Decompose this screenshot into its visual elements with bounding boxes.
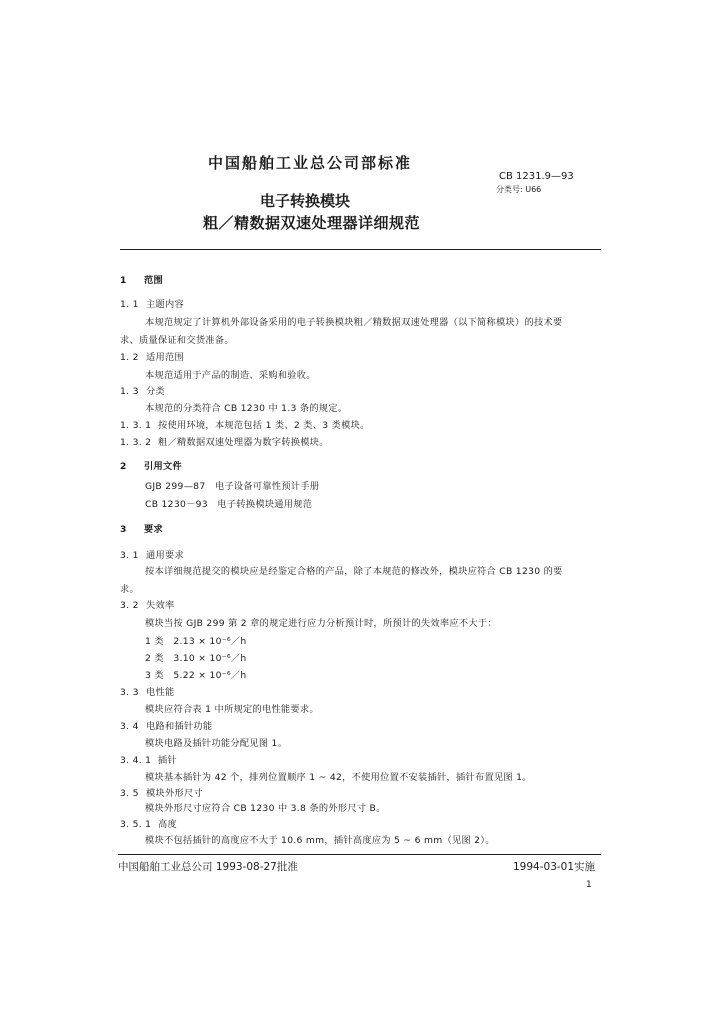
clause-number: 1 bbox=[120, 275, 127, 286]
clause-text: 适用范围 bbox=[146, 352, 184, 363]
clause-text: 本规范适用于产品的制造、采购和验收。 bbox=[145, 370, 316, 381]
footer-divider bbox=[118, 854, 601, 855]
body-text-line bbox=[145, 735, 287, 749]
clause-text: 失效率 bbox=[146, 600, 175, 611]
clause-number: 3. 2 bbox=[120, 600, 139, 611]
clause-heading bbox=[120, 296, 184, 310]
body-text-line bbox=[145, 667, 246, 681]
clause-text: 模块不包括插针的高度应不大于 10.6 mm，插针高度应为 5 ~ 6 mm（见图 2）。 bbox=[145, 835, 495, 846]
body-text-line bbox=[145, 832, 495, 846]
clause-text: 模块外形尺寸 bbox=[146, 788, 203, 799]
body-text-line bbox=[145, 633, 246, 647]
body-text-line bbox=[145, 615, 497, 629]
section-heading bbox=[120, 458, 182, 472]
approval-date: 中国船舶工业总公司 1993-08-27批准 bbox=[118, 861, 298, 873]
clause-text: 按使用环境，本规范包括 1 类、2 类、3 类模块。 bbox=[158, 420, 370, 431]
clause-number: 1. 1 bbox=[120, 299, 139, 310]
clause-heading bbox=[120, 547, 184, 561]
clause-number: 3. 5. 1 bbox=[120, 819, 152, 830]
clause-text: 高度 bbox=[158, 819, 177, 830]
body-text-line bbox=[145, 400, 347, 414]
document-title-line2: 粗／精数据双速处理器详细规范 bbox=[203, 214, 421, 232]
clause-heading bbox=[120, 684, 174, 698]
body-text-line bbox=[120, 332, 234, 346]
section-heading bbox=[120, 521, 163, 535]
clause-heading bbox=[120, 417, 370, 431]
standard-code: CB 1231.9—93 bbox=[499, 171, 574, 182]
clause-number: 3. 3 bbox=[120, 687, 139, 698]
clause-number: 1. 2 bbox=[120, 352, 139, 363]
clause-number: 1. 3. 2 bbox=[120, 437, 152, 448]
clause-text: 本规范的分类符合 CB 1230 中 1.3 条的规定。 bbox=[145, 403, 348, 414]
clause-text: 本规范规定了计算机外部设备采用的电子转换模块粗／精数据双速处理器（以下简称模块）的技术要 bbox=[145, 317, 563, 328]
clause-text: 2 类 3.10 × 10⁻⁶／h bbox=[145, 653, 247, 664]
page-number: 1 bbox=[586, 880, 592, 890]
clause-number: 3. 1 bbox=[120, 550, 139, 561]
body-text-line bbox=[145, 367, 316, 381]
clause-heading bbox=[120, 434, 329, 448]
clause-text: 要求 bbox=[144, 524, 163, 535]
body-text-line bbox=[145, 496, 312, 510]
clause-text: 引用文件 bbox=[144, 461, 182, 472]
clause-text: 插针 bbox=[158, 755, 177, 766]
body-text-line bbox=[145, 314, 562, 328]
clause-heading bbox=[120, 718, 212, 732]
clause-text: 模块当按 GJB 299 第 2 章的规定进行应力分析预计时，所预计的失效率应不大于： bbox=[145, 618, 497, 629]
clause-heading bbox=[120, 383, 165, 397]
clause-text: 模块电路及插针功能分配见图 1。 bbox=[145, 738, 288, 749]
clause-number: 1. 3. 1 bbox=[120, 420, 152, 431]
clause-text: 电路和插针功能 bbox=[146, 721, 213, 732]
clause-text: CB 1230－93 电子转换模块通用规范 bbox=[145, 499, 313, 510]
body-text-line bbox=[145, 563, 563, 577]
body-text-line bbox=[120, 581, 139, 595]
header-divider bbox=[120, 249, 601, 250]
classification-number: 分类号: U66 bbox=[496, 185, 542, 194]
clause-text: GJB 299—87 电子设备可靠性预计手册 bbox=[145, 481, 320, 492]
body-text-line bbox=[145, 800, 386, 814]
clause-text: 模块应符合表 1 中所规定的电性能要求。 bbox=[145, 704, 319, 715]
clause-heading bbox=[120, 597, 174, 611]
clause-text: 主题内容 bbox=[146, 299, 184, 310]
body-text-line bbox=[145, 650, 246, 664]
body-text-line bbox=[145, 769, 532, 783]
clause-text: 3 类 5.22 × 10⁻⁶／h bbox=[145, 670, 247, 681]
clause-text: 模块基本插针为 42 个，排列位置顺序 1 ~ 42，不使用位置不安装插针，插针布置见图 1。 bbox=[145, 772, 532, 783]
section-heading bbox=[120, 272, 163, 286]
clause-heading bbox=[120, 785, 203, 799]
clause-text: 求、质量保证和交货准备。 bbox=[120, 335, 234, 346]
clause-text: 分类 bbox=[146, 386, 165, 397]
clause-text: 电性能 bbox=[146, 687, 175, 698]
document-title-line1: 电子转换模块 bbox=[260, 192, 351, 210]
clause-number: 3. 4. 1 bbox=[120, 755, 152, 766]
clause-text: 求。 bbox=[120, 584, 139, 595]
body-text-line bbox=[145, 701, 319, 715]
clause-number: 3 bbox=[120, 524, 127, 535]
clause-heading bbox=[120, 816, 177, 830]
organization-heading: 中国船舶工业总公司部标准 bbox=[208, 154, 413, 172]
clause-number: 1. 3 bbox=[120, 386, 139, 397]
body-text-line bbox=[145, 478, 319, 492]
clause-number: 3. 5 bbox=[120, 788, 139, 799]
clause-text: 范围 bbox=[144, 275, 163, 286]
clause-number: 3. 4 bbox=[120, 721, 139, 732]
clause-text: 粗／精数据双速处理器为数字转换模块。 bbox=[158, 437, 329, 448]
clause-text: 1 类 2.13 × 10⁻⁶／h bbox=[145, 636, 247, 647]
clause-text: 通用要求 bbox=[146, 550, 184, 561]
clause-heading bbox=[120, 752, 177, 766]
implementation-date: 1994-03-01实施 bbox=[513, 861, 596, 873]
clause-text: 模块外形尺寸应符合 CB 1230 中 3.8 条的外形尺寸 B。 bbox=[145, 803, 386, 814]
clause-heading bbox=[120, 349, 184, 363]
clause-text: 按本详细规范提交的模块应是经鉴定合格的产品，除了本规范的修改外，模块应符合 CB 1230 的要 bbox=[145, 566, 563, 577]
clause-number: 2 bbox=[120, 461, 127, 472]
